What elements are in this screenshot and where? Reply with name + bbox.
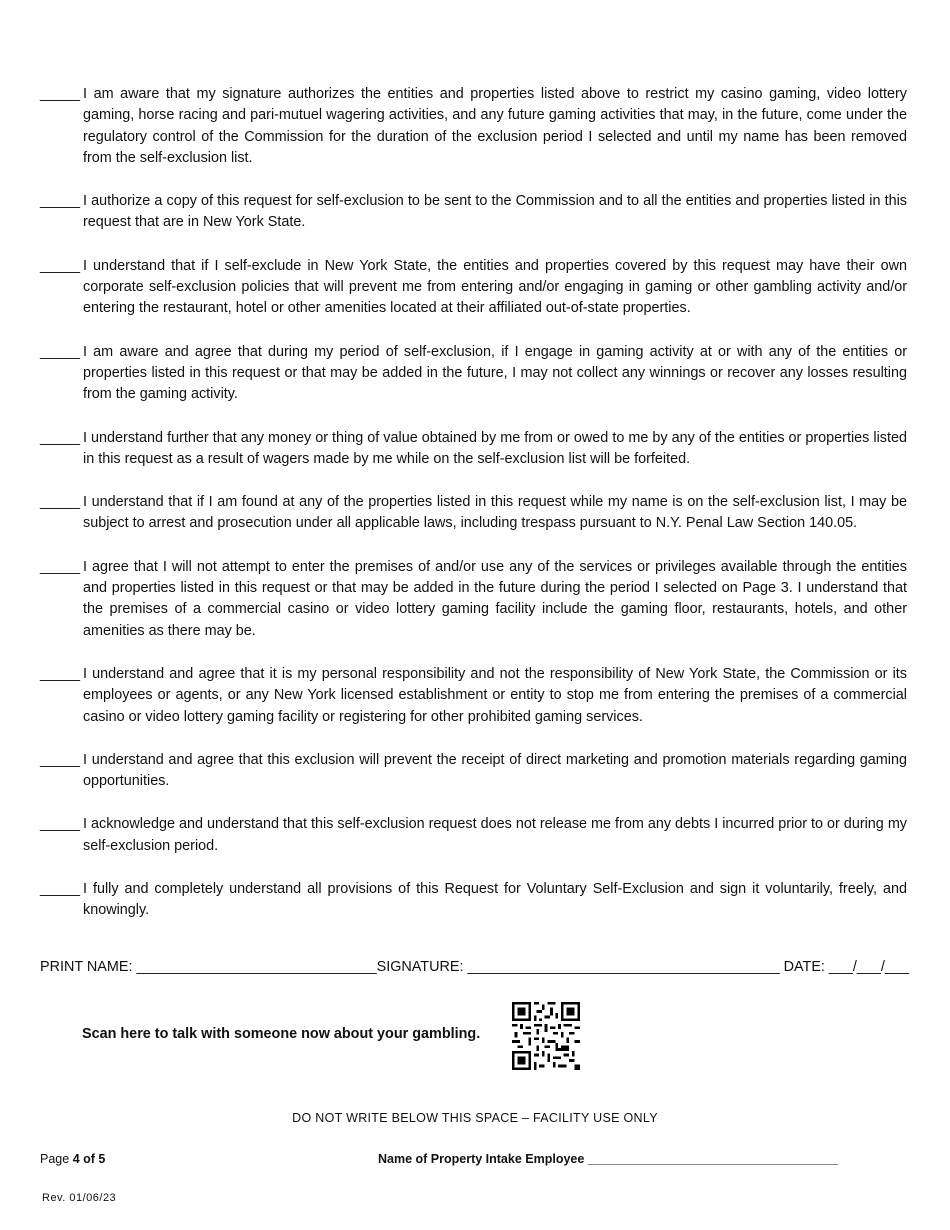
acknowledgment-item <box>40 664 907 728</box>
initial-blank[interactable] <box>40 492 83 513</box>
acknowledgment-item <box>40 84 907 169</box>
acknowledgment-text: I understand and agree that this exclusion will prevent the receipt of direct marketing and promotion materials regarding gaming opportunities. <box>83 751 907 790</box>
acknowledgment-text: I fully and completely understand all provisions of this Request for Voluntary Self-Exclusion and sign it voluntarily, freely, and knowingly. <box>83 881 907 919</box>
acknowledgment-item <box>40 191 907 234</box>
initial-blank[interactable] <box>40 879 83 900</box>
acknowledgment-text: I understand further that any money or thing of value obtained by me from or owed to me by any of the entities or properties listed in this request as a result of wagers made by me while on the self-exclusion list will be forfeited. <box>83 429 907 467</box>
acknowledgment-item <box>40 256 907 320</box>
acknowledgment-item <box>40 428 907 471</box>
print-name-field[interactable]: PRINT NAME: ______________________________ <box>40 959 377 975</box>
acknowledgment-item <box>40 879 907 922</box>
intake-employee-field[interactable]: Name of Property Intake Employee ____________________________________ <box>378 1152 839 1166</box>
acknowledgment-text: I acknowledge and understand that this self-exclusion request does not release me from any debts I incurred prior to or during my self-exclusion period. <box>83 816 907 854</box>
initial-blank[interactable] <box>40 664 83 685</box>
initial-blank[interactable] <box>40 814 83 835</box>
acknowledgment-item <box>40 557 907 642</box>
initial-blank[interactable] <box>40 342 83 363</box>
acknowledgment-list <box>40 84 907 944</box>
initial-blank[interactable] <box>40 557 83 578</box>
acknowledgment-text: I understand that if I self-exclude in New York State, the entities and properties covered by this request may have their own corporate self-exclusion policies that will prevent me from entering and/or engaging in gaming or other gambling activity and/or entering the restaurant, hotel or other amenities located at their affiliated out-of-state properties. <box>83 257 907 317</box>
initial-blank[interactable] <box>40 84 83 105</box>
acknowledgment-text: I understand and agree that it is my personal responsibility and not the responsibility of New York State, the Commission or its employees or agents, or any New York licensed establishment or entity to stop me from entering the premises of a commercial casino or video lottery gaming facility or registering for other prohibited gaming services. <box>83 665 907 725</box>
page-label: Page <box>40 1152 70 1166</box>
date-field[interactable]: DATE: ___/___/___ <box>783 959 909 975</box>
acknowledgment-item <box>40 492 907 535</box>
acknowledgment-text: I understand that if I am found at any of the properties listed in this request while my name is on the self-exclusion list, I may be subject to arrest and prosecution under all applicable laws, including trespass pursuant to N.Y. Penal Law Section 140.05. <box>83 494 907 532</box>
qr-code-icon[interactable] <box>512 1002 580 1070</box>
qr-section <box>82 1002 682 1072</box>
initial-blank[interactable] <box>40 428 83 449</box>
facility-use-notice: DO NOT WRITE BELOW THIS SPACE – FACILITY USE ONLY <box>292 1111 658 1125</box>
page-number <box>40 1152 105 1166</box>
acknowledgment-text: I am aware and agree that during my period of self-exclusion, if I engage in gaming activity at or with any of the entities or properties listed in this request or that may be added in the future, I may not collect any winnings or recover any losses resulting from the gaming activity. <box>83 343 907 403</box>
acknowledgment-text: I agree that I will not attempt to enter the premises of and/or use any of the services or privileges available through the entities and properties listed in this request or that may be added in the future during the period I selected on Page 3. I understand that the premises of a commercial casino or video lottery gaming facility include the gaming floor, restaurants, hotels, and other amenities as there may be. <box>83 558 907 639</box>
acknowledgment-text: I am aware that my signature authorizes the entities and properties listed above to restrict my casino gaming, video lottery gaming, horse racing and pari-mutuel wagering activities, and any future gaming activities that may, in the future, come under the regulatory control of the Commission for the duration of the exclusion period I selected and until my name has been removed from the self-exclusion list. <box>83 86 907 166</box>
page-value: 4 of 5 <box>72 1152 106 1166</box>
signature-line <box>40 959 909 975</box>
initial-blank[interactable] <box>40 750 83 771</box>
acknowledgment-text: I authorize a copy of this request for self-exclusion to be sent to the Commission and to all the entities and properties listed in this request that are in New York State. <box>83 193 907 231</box>
revision-date: Rev. 01/06/23 <box>42 1192 117 1204</box>
qr-caption: Scan here to talk with someone now about your gambling. <box>82 1026 481 1042</box>
initial-blank[interactable] <box>40 191 83 212</box>
acknowledgment-item <box>40 814 907 857</box>
acknowledgment-item <box>40 750 907 793</box>
initial-blank[interactable] <box>40 256 83 277</box>
acknowledgment-item <box>40 342 907 406</box>
signature-field[interactable]: SIGNATURE: _______________________________________ <box>376 959 780 975</box>
